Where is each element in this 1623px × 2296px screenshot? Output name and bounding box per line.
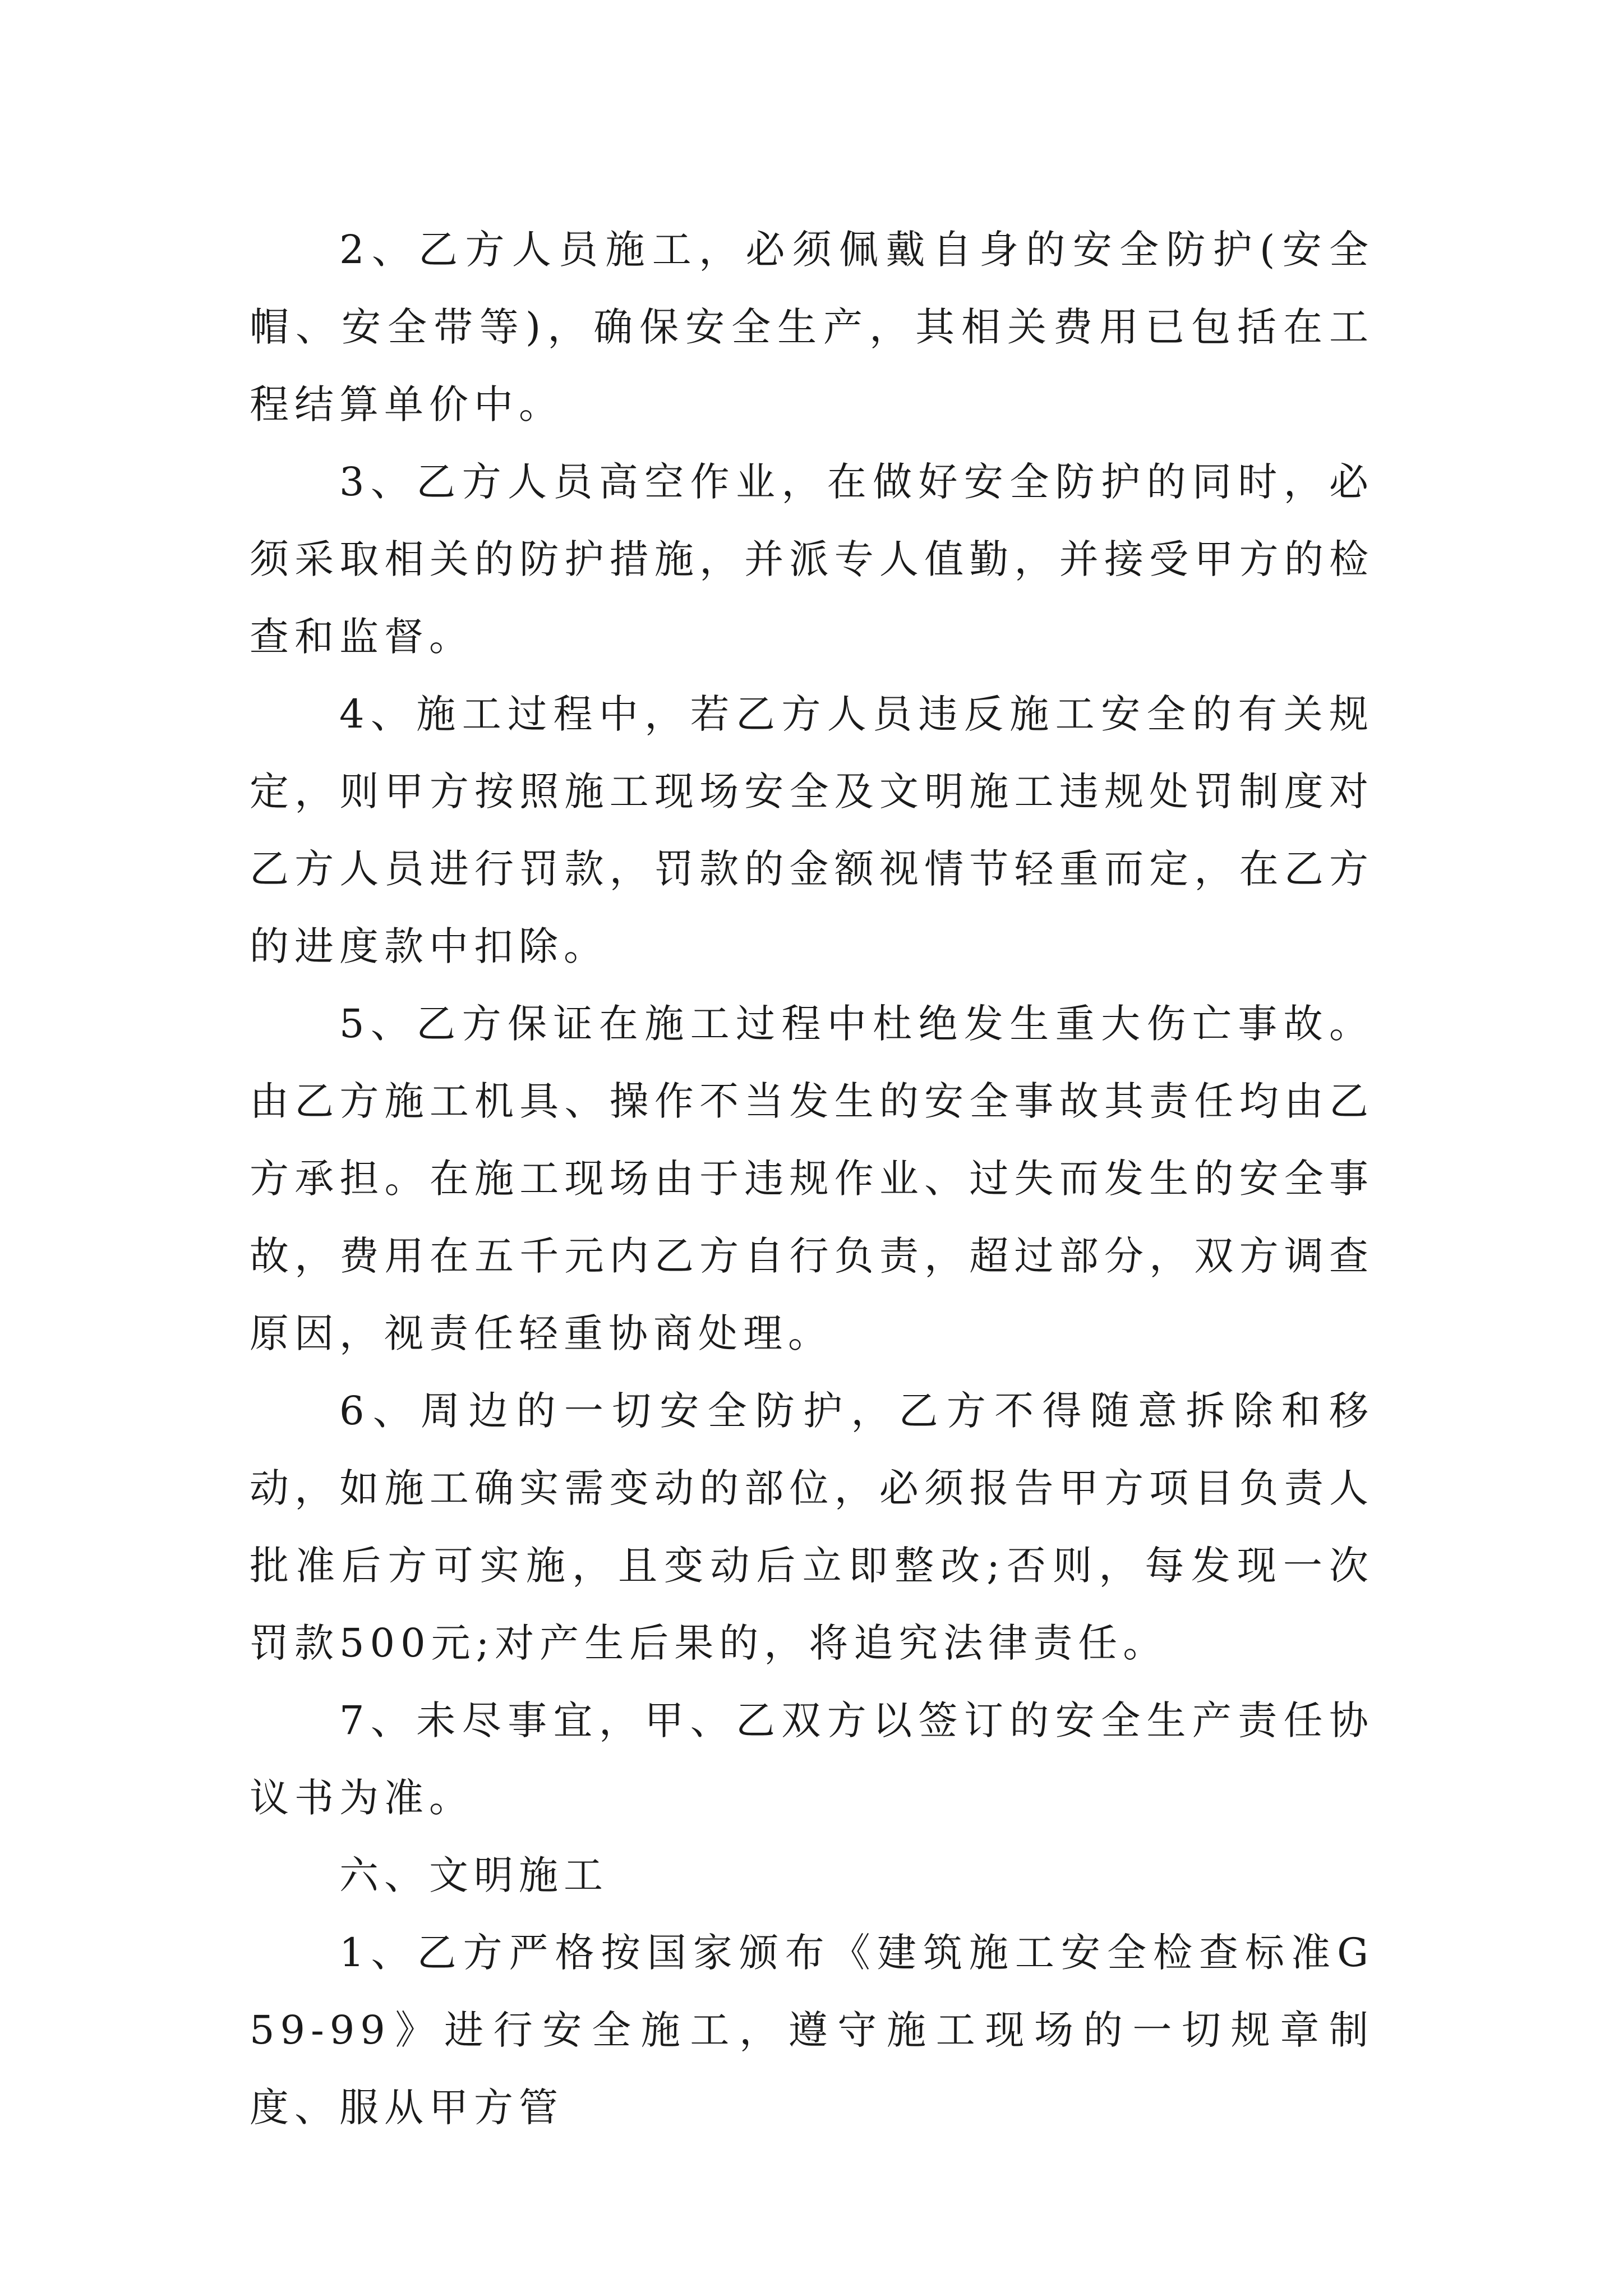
paragraph-protection-removal: 6、周边的一切安全防护，乙方不得随意拆除和移动，如施工确实需变动的部位，必须报告甲方项目负责人批准后方可实施，且变动后立即整改;否则，每发现一次罚款500元;对产生后果的，将追究法律责任。	[250, 1388, 1374, 1666]
paragraph-other-matters: 7、未尽事宜，甲、乙双方以签订的安全生产责任协议书为准。	[250, 1697, 1374, 1821]
document-body	[250, 211, 1374, 2146]
paragraph-high-altitude-work: 3、乙方人员高空作业，在做好安全防护的同时，必须采取相关的防护措施，并派专人值勤，并接受甲方的检查和监督。	[250, 459, 1374, 660]
paragraph-violation-penalty: 4、施工过程中，若乙方人员违反施工安全的有关规定，则甲方按照施工现场安全及文明施工违规处罚制度对乙方人员进行罚款，罚款的金额视情节轻重而定，在乙方的进度款中扣除。	[250, 691, 1374, 969]
paragraph-safety-equipment: 2、乙方人员施工，必须佩戴自身的安全防护(安全帽、安全带等)，确保安全生产，其相关费用已包括在工程结算单价中。	[250, 227, 1374, 427]
paragraph-accident-responsibility: 5、乙方保证在施工过程中杜绝发生重大伤亡事故。由乙方施工机具、操作不当发生的安全事故其责任均由乙方承担。在施工现场由于违规作业、过失而发生的安全事故，费用在五千元内乙方自行负责，超过部分，双方调查原因，视责任轻重协商处理。	[250, 1001, 1374, 1356]
paragraph-inspection-standard: 1、乙方严格按国家颁布《建筑施工安全检查标准G59-99》进行安全施工，遵守施工现场的一切规章制度、服从甲方管	[250, 1930, 1374, 2131]
section-heading-civilized-construction: 六、文明施工	[339, 1852, 608, 1898]
